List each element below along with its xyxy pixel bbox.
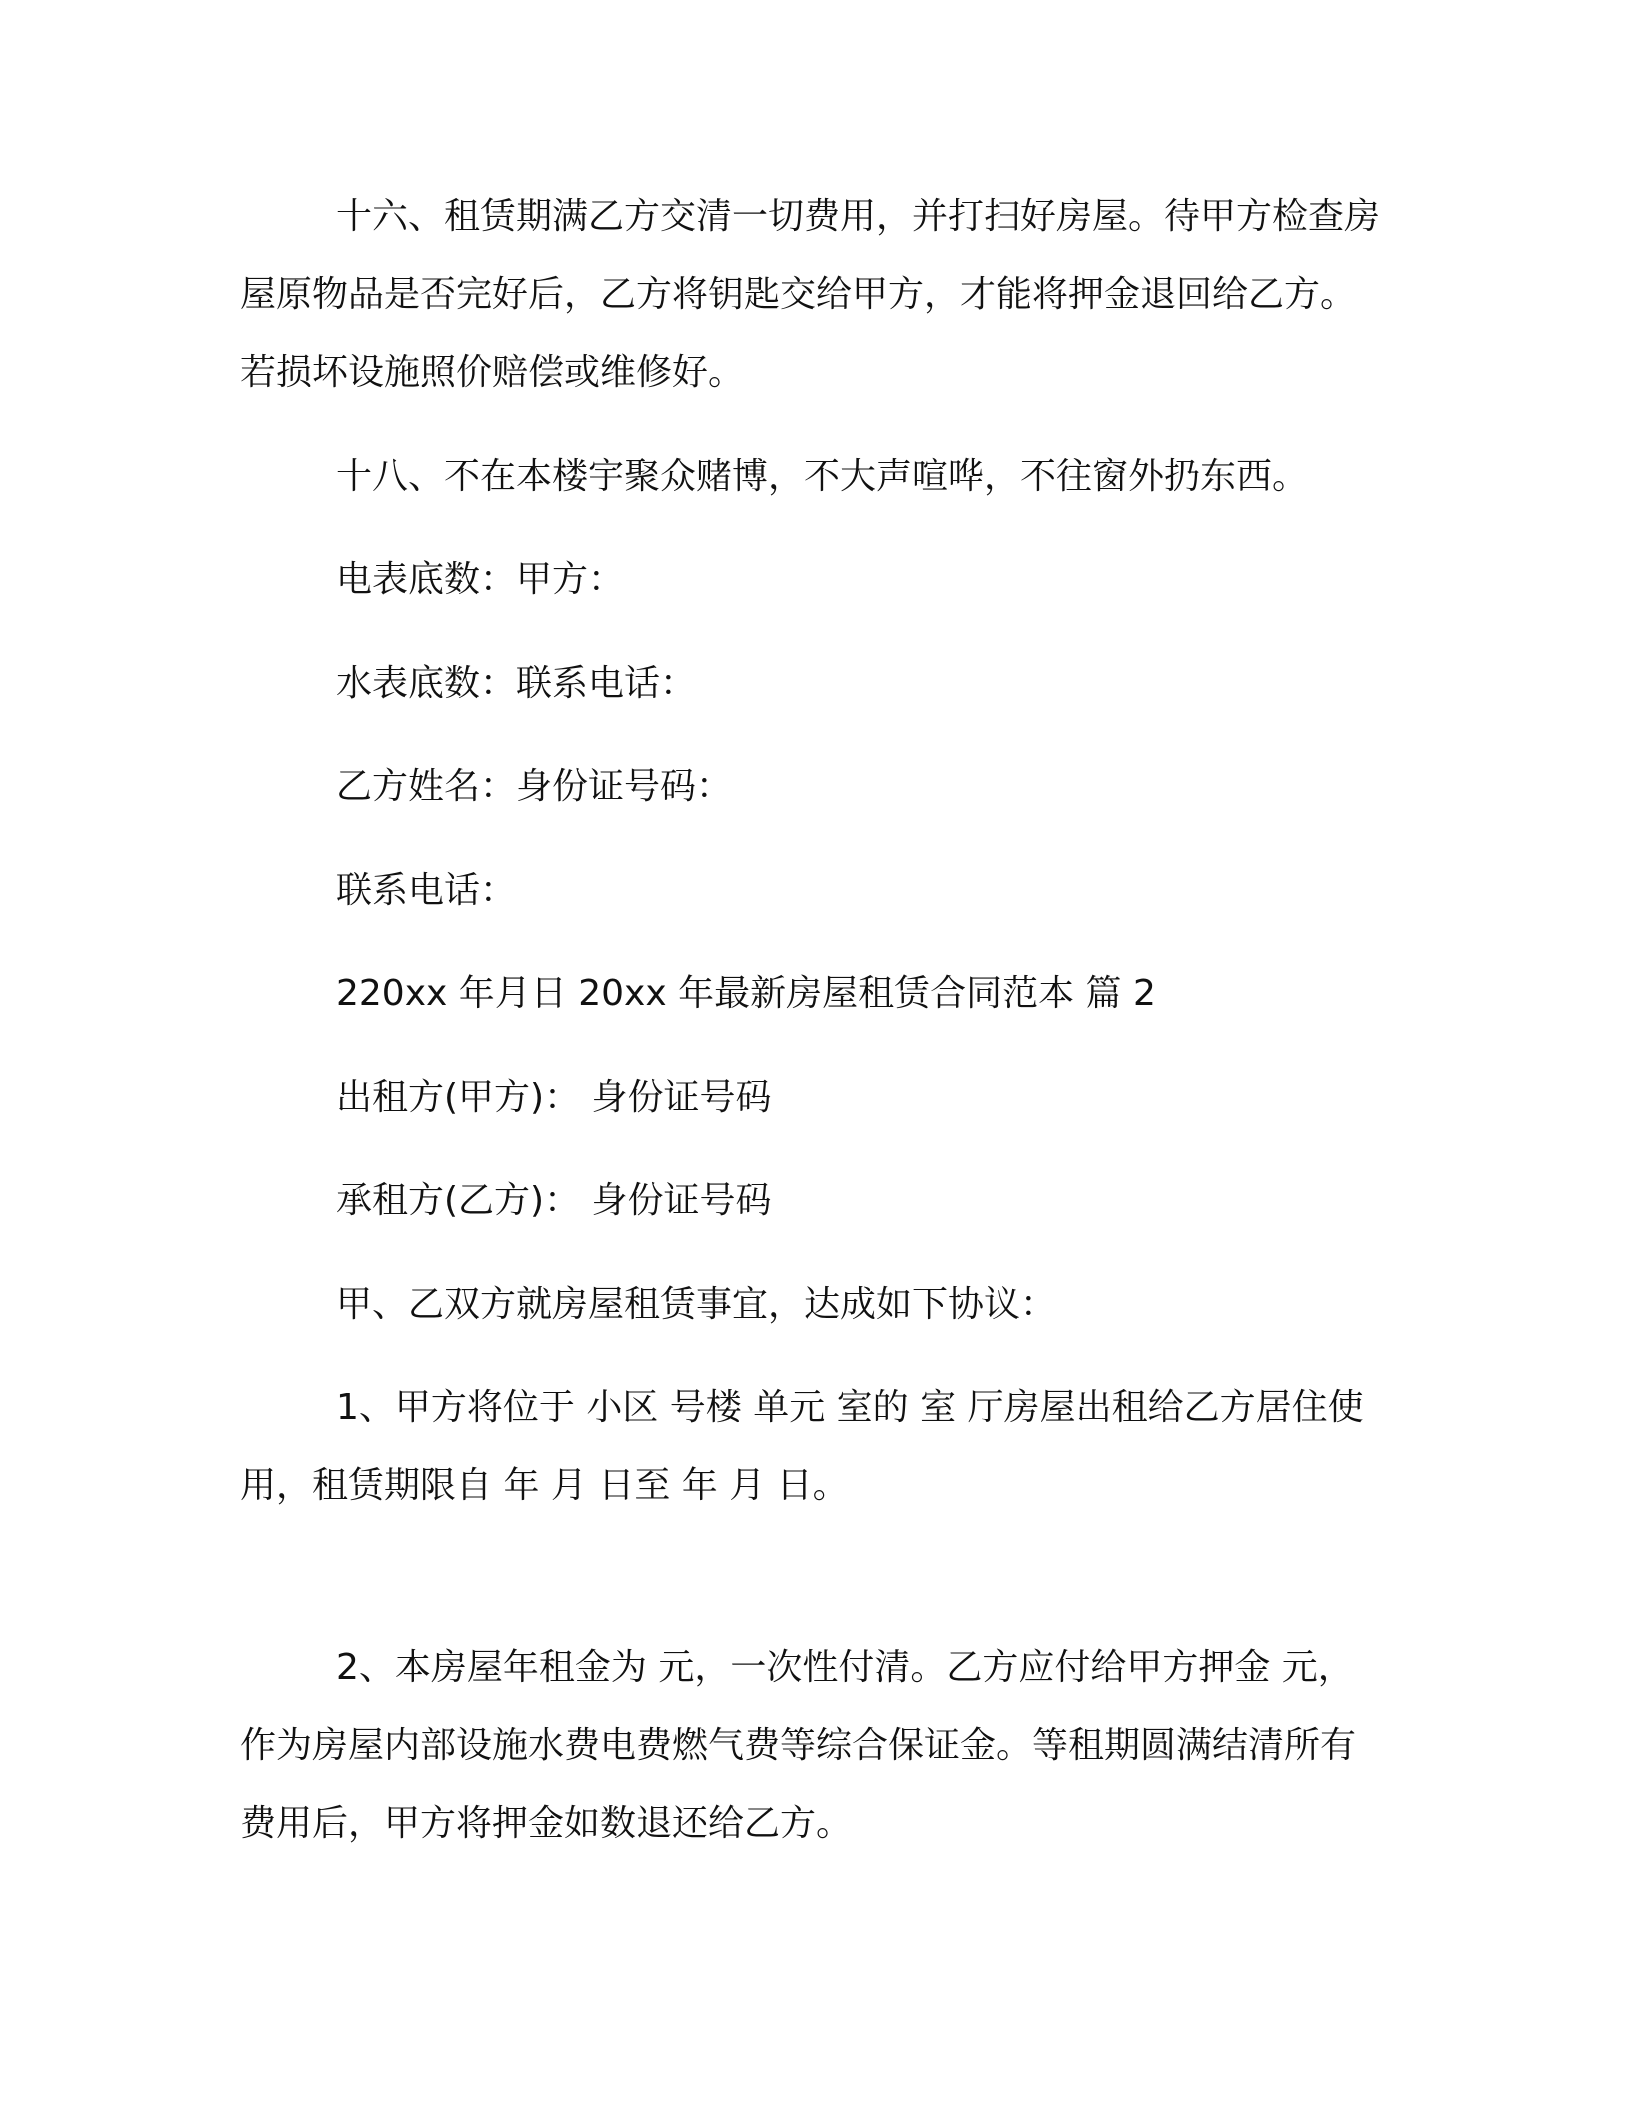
clause-18-paragraph: 十八、不在本楼宇聚众赌博，不大声喧哗，不往窗外扔东西。 bbox=[336, 456, 1309, 497]
party-b-name-line: 乙方姓名：身份证号码： bbox=[336, 766, 733, 807]
electric-meter-reading-line: 电表底数：甲方： bbox=[336, 559, 625, 600]
clause-16-paragraph: 十六、租赁期满乙方交清一切费用，并打扫好房屋。待甲方检查房屋原物品是否完好后，乙方将钥匙交给甲方，才能将押金退回给乙方。若损坏设施照价赔偿或维修好。 bbox=[240, 196, 1381, 393]
clause-1-paragraph: 1、甲方将位于 小区 号楼 单元 室的 室 厅房屋出租给乙方居住使用，租赁期限自 年 月 日至 年 月 日。 bbox=[240, 1387, 1364, 1506]
contact-phone-line: 联系电话： bbox=[336, 870, 517, 911]
lessor-line: 出租方(甲方)： 身份证号码 bbox=[336, 1077, 772, 1118]
lessee-line: 承租方(乙方)： 身份证号码 bbox=[336, 1180, 772, 1221]
contract-heading-line: 220xx 年月日 20xx 年最新房屋租赁合同范本 篇 2 bbox=[336, 973, 1156, 1014]
agreement-intro-line: 甲、乙双方就房屋租赁事宜，达成如下协议： bbox=[336, 1284, 1057, 1325]
water-meter-reading-line: 水表底数：联系电话： bbox=[336, 663, 697, 704]
clause-2-paragraph: 2、本房屋年租金为 元，一次性付清。乙方应付给甲方押金 元，作为房屋内部设施水费电费燃气费等综合保证金。等租期圆满结清所有费用后，甲方将押金如数退还给乙方。 bbox=[240, 1647, 1357, 1844]
